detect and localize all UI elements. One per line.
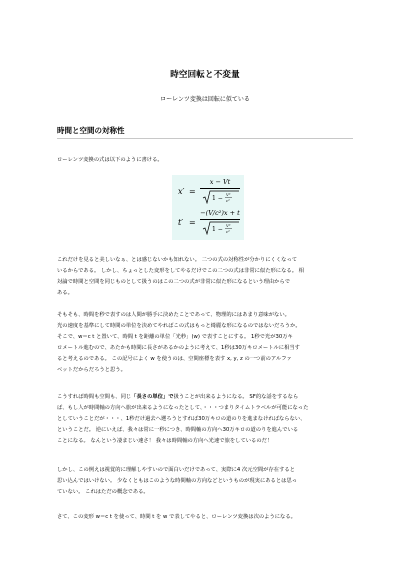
radical-svg [202,190,240,204]
svg-text:V²: V² [226,223,231,228]
highlight-text: 「長さの単位」で [131,394,174,400]
radical-svg [202,221,240,235]
equation-t-prime [172,206,244,240]
paragraph-text: 扱うことが出来るようになる。 SF的な話をするなら ば、もし人が時間軸の方向へ旅が出来るようになったとして、・・・つまりタイムトラベルが可能になった としていうことだが・・・、1秒だけ過去へ遡ろうとすれば30万キロの道のりを進まなければならない、 ということだ。 逆にいえば、我々は常に一秒につき、時間軸の方向へ30万キロの道のりを進んでいる ことになる。 なんという凄まじい速さ！ 我々は時間軸の方向へ光速で旅をしているのだ！ [57,394,309,444]
page-title: 時空回転と不変量 [170,70,240,80]
svg-text:1 −: 1 − [212,195,223,202]
equation-x-prime [172,175,244,209]
fraction-bar [200,219,240,220]
paragraph-intro: ローレンツ変換の式は以下のように書ける。 [57,157,163,163]
paragraph-transform: さて、この変形 w＝c t を使って、時間 t を w で表してやると、ローレンツ変換は次のようになる。 [57,514,296,520]
section-heading: 時間と空間の対称性 [57,126,125,135]
equation-lhs: x′ [178,187,185,196]
paragraph-caveat: しかし、この例えは視覚的に理解しやすいので面白いだけであって、実際に4 次元空間が存在すると 思い込んではいけない。 少なくともはこのような時間軸の方向などというものが現実にあるとは思っ ていない。 これはただの概念である。 [57,467,298,495]
svg-text:c²: c² [226,198,230,203]
paragraph-length-units [57,392,353,448]
fraction-bar [200,188,240,189]
paragraph-symmetry: これだけを見ると美しいなぁ、とは感じないかも知れない。 二つの式の対称性が分かりにくくなって いるからである。 しかし、ちょっとした変形をしてやるだけでこの二つの式は非常に似た形になる。 相 対論で時間と空間を同じものとして扱うのはこの二つの式が非常に似た形になるという理由からで ある。 [57,257,304,296]
equation-numerator: −(V/c²)x + t [200,209,240,217]
paragraph-text: こうすれば時間も空間も、同じ [57,394,132,400]
section-divider [57,138,353,139]
paragraph-time-units: そもそも、時間を秒で表すのは人間が勝手に決めたことであって、物理的にはあまり意味がない。 光の速度を基準にして時間の単位を決めてやればこの式はもっと綺麗な形になるのではないだろうか。 そこで、w＝c t と置いて、時間 t を距離の単位「光秒」(w) で表すことにする。 1秒で光が30万キ ロメートル進むので、あたかも時間に長さがあるかのように考えて、1秒は30万キロメートルに相当す ると考えるのである。 この記号によく w を使うのは、空間座標を表す x, y, z の一つ前のアルファ ベットだからだろうと思う。 [57,312,301,373]
svg-text:V²: V² [226,192,231,197]
equation-denominator [202,221,240,235]
equation-numerator: x − Vt [209,178,231,186]
svg-text:1 −: 1 − [212,226,223,233]
equation-lhs: t′ [178,218,184,227]
svg-text:c²: c² [226,229,230,234]
page-subtitle: ローレンツ変換は回転に似ている [160,96,250,103]
equation-equals: = [189,218,196,227]
equation-denominator [202,190,240,204]
equation-equals: = [189,187,196,196]
